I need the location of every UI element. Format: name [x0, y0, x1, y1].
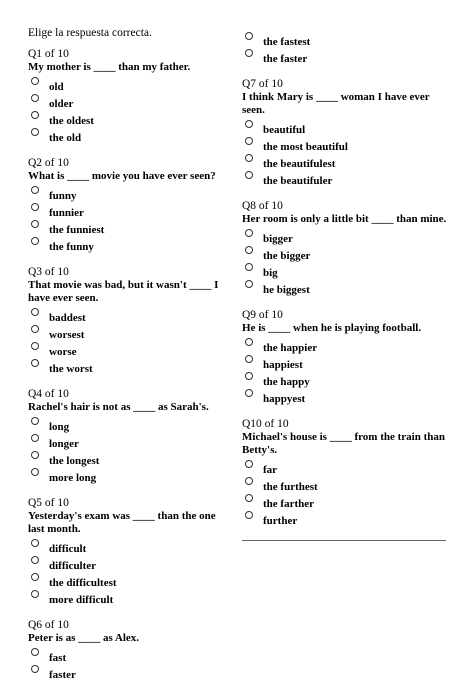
right-column	[242, 32, 448, 541]
answer-option[interactable]	[28, 220, 224, 237]
radio-button[interactable]	[245, 372, 253, 380]
question-q6-continued	[242, 32, 448, 66]
answer-option[interactable]	[242, 372, 448, 389]
question-number: Q2 of 10	[28, 157, 69, 169]
answer-label: more difficult	[49, 594, 114, 606]
question-number: Q6 of 10	[28, 619, 69, 631]
answer-label: longer	[49, 438, 79, 450]
question-block	[28, 388, 224, 485]
radio-button[interactable]	[31, 556, 39, 564]
question-number: Q3 of 10	[28, 266, 69, 278]
radio-button[interactable]	[245, 154, 253, 162]
question-text: What is ____ movie you have ever seen?	[28, 170, 216, 182]
answer-label: the beautifuler	[263, 175, 333, 187]
question-number: Q10 of 10	[242, 418, 289, 430]
answer-option[interactable]	[28, 665, 224, 682]
answer-label: the oldest	[49, 115, 94, 127]
answer-label: funny	[49, 190, 77, 202]
answer-option[interactable]	[28, 359, 224, 376]
radio-button[interactable]	[31, 665, 39, 673]
radio-button[interactable]	[245, 355, 253, 363]
radio-button[interactable]	[31, 325, 39, 333]
radio-button[interactable]	[31, 308, 39, 316]
answer-label: older	[49, 98, 74, 110]
answer-option[interactable]	[242, 355, 448, 372]
answer-label: worse	[49, 346, 77, 358]
radio-button[interactable]	[31, 128, 39, 136]
answer-label: happiest	[263, 359, 303, 371]
answer-option[interactable]	[242, 154, 448, 171]
answer-label: the faster	[263, 53, 308, 65]
answer-option[interactable]	[242, 49, 448, 66]
answer-option[interactable]	[28, 648, 224, 665]
radio-button[interactable]	[245, 280, 253, 288]
answer-option[interactable]	[28, 94, 224, 111]
radio-button[interactable]	[31, 359, 39, 367]
answer-label: difficulter	[49, 560, 97, 572]
question-number: Q9 of 10	[242, 309, 283, 321]
question-block	[242, 78, 448, 188]
question-text: Yesterday's exam was ____ than the one last month.	[28, 510, 216, 535]
answer-option[interactable]	[28, 556, 224, 573]
answer-label: worsest	[49, 329, 85, 341]
question-block	[28, 48, 224, 145]
question-number: Q8 of 10	[242, 200, 283, 212]
question-text: My mother is ____ than my father.	[28, 61, 191, 73]
question-block	[28, 497, 224, 607]
answer-option[interactable]	[242, 494, 448, 511]
radio-button[interactable]	[31, 203, 39, 211]
radio-button[interactable]	[31, 417, 39, 425]
radio-button[interactable]	[31, 590, 39, 598]
radio-button[interactable]	[245, 494, 253, 502]
answer-label: the furthest	[263, 481, 318, 493]
answer-option[interactable]	[242, 280, 448, 297]
radio-button[interactable]	[245, 246, 253, 254]
radio-button[interactable]	[245, 32, 253, 40]
answer-option[interactable]	[28, 111, 224, 128]
answer-option[interactable]	[242, 120, 448, 137]
question-number: Q5 of 10	[28, 497, 69, 509]
answer-option[interactable]	[242, 171, 448, 188]
answer-option[interactable]	[28, 451, 224, 468]
answer-option[interactable]	[28, 308, 224, 325]
question-text: Rachel's hair is not as ____ as Sarah's.	[28, 401, 209, 413]
answer-option[interactable]	[28, 77, 224, 94]
radio-button[interactable]	[31, 434, 39, 442]
answer-option[interactable]	[242, 511, 448, 528]
question-text: Michael's house is ____ from the train than Betty's.	[242, 431, 445, 456]
radio-button[interactable]	[245, 49, 253, 57]
radio-button[interactable]	[245, 229, 253, 237]
radio-button[interactable]	[245, 171, 253, 179]
answer-label: beautiful	[263, 124, 306, 136]
answer-option[interactable]	[242, 246, 448, 263]
answer-option[interactable]	[242, 389, 448, 406]
question-block	[28, 157, 224, 254]
answer-option[interactable]	[242, 137, 448, 154]
radio-button[interactable]	[245, 120, 253, 128]
answer-label: long	[49, 421, 70, 433]
radio-button[interactable]	[245, 263, 253, 271]
question-number: Q4 of 10	[28, 388, 69, 400]
answer-label: funnier	[49, 207, 84, 219]
radio-button[interactable]	[245, 511, 253, 519]
radio-button[interactable]	[31, 237, 39, 245]
question-block	[28, 619, 224, 682]
answer-option[interactable]	[28, 573, 224, 590]
radio-button[interactable]	[245, 389, 253, 397]
answer-label: happyest	[263, 393, 306, 405]
end-divider	[242, 540, 446, 541]
answer-label: the longest	[49, 455, 100, 467]
radio-button[interactable]	[31, 468, 39, 476]
answer-option[interactable]	[28, 434, 224, 451]
radio-button[interactable]	[31, 186, 39, 194]
radio-button[interactable]	[31, 451, 39, 459]
answer-label: the funniest	[49, 224, 105, 236]
answer-option[interactable]	[28, 325, 224, 342]
answer-label: the difficultest	[49, 577, 117, 589]
answer-option[interactable]	[242, 229, 448, 246]
answer-option[interactable]	[242, 32, 448, 49]
right-question-list	[242, 78, 448, 528]
answer-option[interactable]	[28, 590, 224, 607]
radio-button[interactable]	[245, 137, 253, 145]
answer-option[interactable]	[28, 186, 224, 203]
answer-option[interactable]	[242, 477, 448, 494]
answer-label: baddest	[49, 312, 86, 324]
answer-label: old	[49, 81, 64, 93]
answer-option[interactable]	[242, 263, 448, 280]
question-text: Her room is only a little bit ____ than mine.	[242, 213, 447, 225]
answer-option[interactable]	[28, 203, 224, 220]
answer-label: he biggest	[263, 284, 310, 296]
answer-label: the happier	[263, 342, 318, 354]
radio-button[interactable]	[31, 111, 39, 119]
question-block	[28, 266, 224, 376]
answer-label: bigger	[263, 233, 293, 245]
radio-button[interactable]	[31, 539, 39, 547]
radio-button[interactable]	[31, 648, 39, 656]
answer-option[interactable]	[242, 460, 448, 477]
answer-label: the most beautiful	[263, 141, 348, 153]
radio-button[interactable]	[31, 77, 39, 85]
left-question-list	[28, 48, 224, 682]
left-column	[28, 26, 224, 694]
answer-label: the funny	[49, 241, 94, 253]
question-block	[242, 418, 448, 528]
answer-option[interactable]	[28, 237, 224, 254]
answer-label: the beautifulest	[263, 158, 336, 170]
question-block	[242, 200, 448, 297]
radio-button[interactable]	[31, 573, 39, 581]
answer-label: fast	[49, 652, 67, 664]
answer-option[interactable]	[242, 338, 448, 355]
answer-option[interactable]	[28, 539, 224, 556]
answer-option[interactable]	[28, 417, 224, 434]
radio-button[interactable]	[245, 477, 253, 485]
answer-label: the old	[49, 132, 82, 144]
radio-button[interactable]	[31, 342, 39, 350]
question-block	[242, 309, 448, 406]
answer-label: more long	[49, 472, 97, 484]
question-text: That movie was bad, but it wasn't ____ I have ever seen.	[28, 279, 219, 304]
question-number: Q1 of 10	[28, 48, 69, 60]
answer-option[interactable]	[28, 468, 224, 485]
question-number: Q7 of 10	[242, 78, 283, 90]
question-text: I think Mary is ____ woman I have ever seen.	[242, 91, 430, 116]
answer-label: the farther	[263, 498, 315, 510]
answer-option[interactable]	[28, 128, 224, 145]
answer-option[interactable]	[28, 342, 224, 359]
radio-button[interactable]	[31, 94, 39, 102]
radio-button[interactable]	[245, 460, 253, 468]
answer-label: the fastest	[263, 36, 311, 48]
answer-label: faster	[49, 669, 76, 681]
question-text: Peter is as ____ as Alex.	[28, 632, 140, 644]
radio-button[interactable]	[245, 338, 253, 346]
answer-label: big	[263, 267, 278, 279]
question-text: He is ____ when he is playing football.	[242, 322, 422, 334]
answer-label: difficult	[49, 543, 87, 555]
radio-button[interactable]	[31, 220, 39, 228]
answer-label: far	[263, 464, 278, 476]
answer-label: the worst	[49, 363, 93, 375]
instruction-text: Elige la respuesta correcta.	[28, 27, 152, 39]
answer-label: the bigger	[263, 250, 311, 262]
answer-label: further	[263, 515, 298, 527]
answer-label: the happy	[263, 376, 310, 388]
